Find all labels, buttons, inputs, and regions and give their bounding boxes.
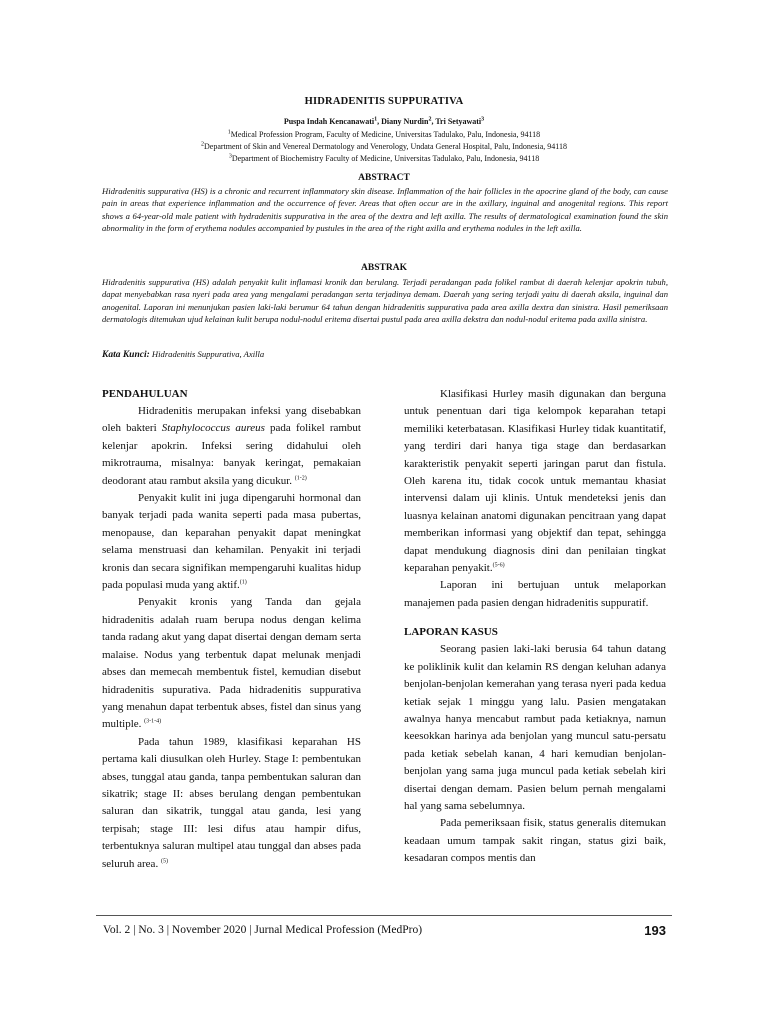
paragraph-text: Seorang pasien laki-laki berusia 64 tahun datang ke poliklinik kulit dan kelamin RS dengan keluhan adanya benjolan-benjolan kemerahan yang terasa nyeri pada kedua ketiak sejak 1 minggu yang lalu. Pasien mengatakan awalnya hanya mencabut rambut pada ketiaknya, namun keesokkan harinya ada benjolan yang muncul satu-persatu pada ketiak sebelah kanan, 4 hari kemudian benjolan-benjolan yang sama juga muncul pada ketiak sebelah kiri disertai dengan demam. Pasien belum pernah mengalami hal yang sama sebelumnya. — [404, 643, 666, 812]
affiliation — [0, 129, 768, 141]
paragraph-text: Klasifikasi Hurley masih digunakan dan berguna untuk penentuan dari tiga kelompok keparahan tetapi memiliki keterbatasan. Klasifikasi Hurley tidak kuantitatif, yang terdiri dari hanya tiga stage dan berdasarkan karakteristik penyakit seperti jaringan parut dan fistula. Oleh karena itu, tidak cocok untuk memantau khasiat intervensi dalam uji klinis. Untuk mendeteksi jenis dan luasnya kelainan anatomi digunakan pencitraan yang dapat memberikan informasi yang objektif dan tepat, sehingga dapat mendukung diagnosis dini dan penilaian tingkat keparahan penyakit. — [404, 388, 666, 575]
citation: (1) — [239, 579, 247, 586]
affiliation-text: Medical Profession Program, Faculty of Medicine, Universitas Tadulako, Palu, Indonesia, 94118 — [230, 130, 541, 139]
affiliation-marker: 2 — [200, 141, 204, 148]
citation: (1-2) — [294, 474, 307, 481]
paragraph — [102, 403, 361, 490]
keywords-label: Kata Kunci: — [102, 350, 150, 360]
page-number: 193 — [644, 923, 666, 938]
author-separator: , — [377, 117, 382, 126]
paragraph-text: Penyakit kulit ini juga dipengaruhi hormonal dan banyak terjadi pada wanita seperti pada masa pubertas, menopause, dan keparahan penyakit dapat meningkat selama menstruasi dan kehamilan. Penyakit ini terjadi kronis dan secara signifikan mempengaruhi kualitas hidup pada populasi muda yang aktif. — [102, 492, 361, 592]
citation: (5) — [160, 857, 168, 864]
journal-citation: Vol. 2 | No. 3 | November 2020 | Jurnal Medical Profession (MedPro) — [103, 924, 423, 936]
paragraph-text: Pada tahun 1989, klasifikasi keparahan HS pertama kali diusulkan oleh Hurley. Stage I: pembentukan abses, tunggal atau ganda, tanpa pembentukan saluran dan sikatrik; stage II: abses berulang dengan pembentukan saluran dan sikatrik, tunggal atau ganda, lesi yang terpisah; stage III: lesi difus atau hampir difus, terbentuknya saluran multipel atau tunggal dan abses pada seluruh area. — [102, 735, 361, 870]
citation: (3-1-4) — [144, 718, 162, 725]
paper-title: HIDRADENITIS SUPPURATIVA — [304, 96, 464, 107]
keywords-text: Hidradenitis Suppurativa, Axilla — [149, 349, 265, 359]
author-separator: , — [431, 117, 436, 126]
author-affil-marker: 3 — [481, 116, 485, 123]
paragraph-text: Laporan ini bertujuan untuk melaporkan manajemen pada pasien dengan hidradenitis suppuratif. — [404, 579, 666, 609]
affiliation-text: Department of Skin and Venereal Dermatology and Venerology, Undata General Hospital, Palu, Indonesia, 94118 — [203, 142, 567, 151]
author-name: Diany Nurdin — [381, 117, 429, 126]
affiliation-marker: 1 — [227, 129, 231, 136]
affiliation — [0, 141, 768, 153]
paragraph — [404, 386, 666, 577]
section-heading-laporan-kasus: LAPORAN KASUS — [404, 626, 498, 639]
author-affil-marker: 2 — [428, 116, 432, 123]
abstract-heading: ABSTRACT — [358, 173, 410, 183]
author-name: Tri Setyawati — [435, 117, 482, 126]
affiliation-marker: 3 — [228, 153, 232, 160]
abstract-text: Hidradenitis suppurativa (HS) is a chronic and recurrent inflammatory skin disease. Inflammation of the hair follicles in the apocrine gland of the body, can cause pain in areas that experience inflammation and the occurrence of fever. Areas that often occur are in the axillary, inguinal and anogenital regions. This report shows a 64-year-old male patient with hydradenitis suppurativa in the area of the dextra and left axilla. The results of dermatological examination found the skin abnormality in the form of erythema nodules accompanied by pustules in the area of the right axilla and erythema nodules in the left axilla. — [102, 186, 668, 233]
citation: (5-6) — [492, 562, 505, 569]
footer-divider — [96, 915, 672, 916]
left-column — [102, 386, 361, 873]
author-affil-marker: 1 — [374, 116, 378, 123]
paragraph — [404, 641, 666, 815]
page-footer — [103, 924, 666, 936]
paragraph-text: pada folikel rambut kelenjar apokrin. Infeksi sering didahului oleh mikrotrauma, misalnya: banyak keringat, pemakaian deodorant atau rambut aksila yang dicukur. — [102, 422, 361, 487]
affiliation-list — [0, 129, 768, 165]
paragraph-text: Pada pemeriksaan fisik, status generalis ditemukan keadaan umum tampak sakit ringan, status gizi baik, kesadaran compos mentis dan — [404, 817, 666, 865]
affiliation-text: Department of Biochemistry Faculty of Medicine, Universitas Tadulako, Palu, Indonesia, 94118 — [231, 154, 540, 163]
right-column — [404, 386, 666, 868]
keywords — [102, 349, 668, 360]
section-heading-pendahuluan: PENDAHULUAN — [102, 388, 188, 400]
author-list — [0, 117, 768, 126]
paragraph-text: Penyakit kronis yang Tanda dan gejala hidradenitis adalah ruam berupa nodus dengan kelima tanda radang akut yang dapat disertai dengan demam serta malaise. Nodus yang terbentuk dapat melunak menjadi abses dan memecah membentuk fistel, kemudian disebut hidradenitis supurativa. Pada hidradenitis suppurativa yang menahun dapat terbentuk abses, fistel dan sinus yang multiple. — [102, 596, 361, 731]
paragraph — [102, 734, 361, 873]
author-name: Puspa Indah Kencanawati — [283, 117, 375, 126]
paragraph — [102, 594, 361, 733]
paragraph — [404, 815, 666, 867]
paragraph — [102, 490, 361, 594]
paragraph — [404, 577, 666, 612]
abstrak-text: Hidradenitis suppurativa (HS) adalah penyakit kulit inflamasi kronik dan berulang. Terjadi peradangan pada folikel rambut di daerah kelenjar apokrin tubuh, dapat menyebabkan rasa nyeri pada area yang mengalami peradangan serta terjadinya demam. Daerah yang sering terjadi yaitu di daerah aksila, inguinal dan anogenital. Laporan ini menunjukan pasien laki-laki berumur 64 tahun dengan hidradenitis suppurativa pada area axilla dextra dan sinistra. Hasil pemeriksaan dermatologis ditemukan ujud kelainan kulit berupa nodul-nodul eritema disertai pustul pada area axilla dekstra dan nodul-nodul eritema pada axilla sinistra. — [102, 277, 668, 324]
affiliation — [0, 153, 768, 165]
paragraph-text: Hidradenitis merupakan infeksi yang disebabkan oleh bakteri — [102, 405, 361, 435]
abstrak-heading: ABSTRAK — [361, 263, 407, 273]
species-name: Staphylococcus aureus — [161, 422, 265, 435]
